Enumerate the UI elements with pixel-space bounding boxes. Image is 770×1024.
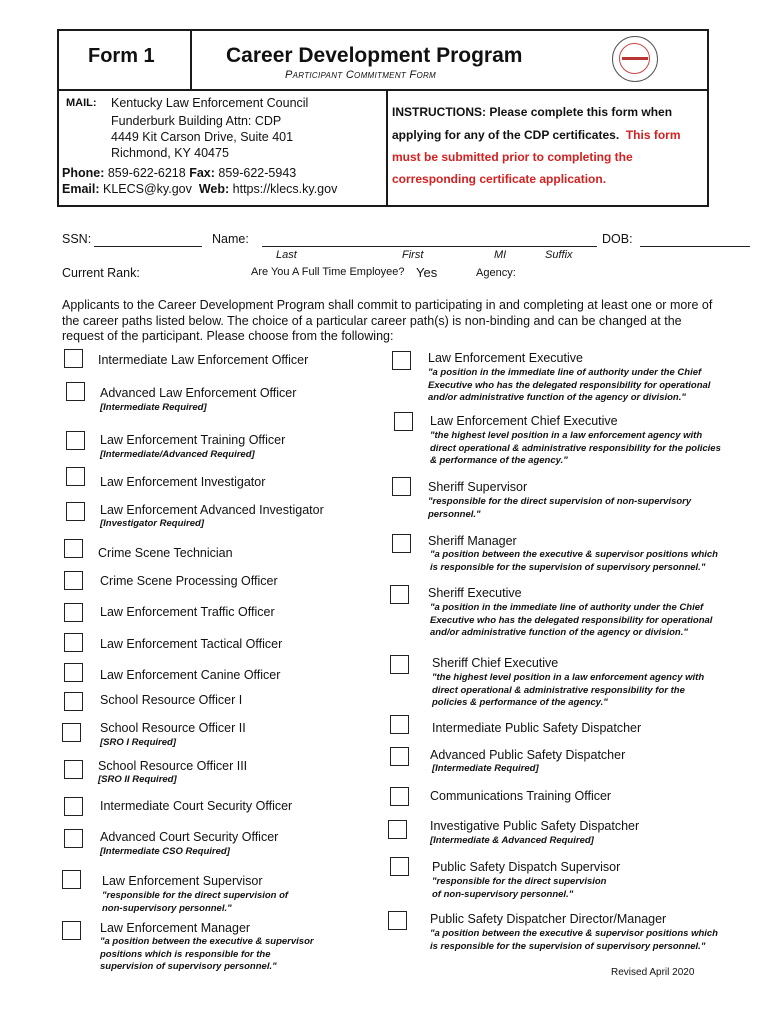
fulltime-label: Are You A Full Time Employee? [251, 266, 405, 278]
address-line: Kentucky Law Enforcement Council [111, 96, 309, 110]
career-path-checkbox[interactable] [64, 663, 83, 682]
career-path-checkbox[interactable] [64, 603, 83, 622]
career-path-label: Investigative Public Safety Dispatcher [430, 819, 640, 833]
career-path-label: Advanced Law Enforcement Officer [100, 386, 297, 400]
intro-paragraph: Applicants to the Career Development Program shall commit to participating in and completing at least one or more of the career paths listed below. The choice of a particular career path(s) is non-binding and can be changed at the request of the participant. Please choose from the following: [62, 298, 713, 343]
career-path-note: [Intermediate CSO Required] [100, 846, 230, 857]
address-line: Richmond, KY 40475 [111, 146, 229, 160]
career-path-checkbox[interactable] [66, 382, 85, 401]
career-path-label: Law Enforcement Manager [100, 921, 251, 935]
name-part-label: First [402, 249, 424, 261]
career-path-label: Law Enforcement Advanced Investigator [100, 503, 324, 517]
fulltime-value[interactable]: Yes [416, 265, 438, 280]
career-path-label: Intermediate Law Enforcement Officer [98, 353, 309, 367]
career-path-checkbox[interactable] [66, 467, 85, 486]
name-part-label: MI [494, 249, 507, 261]
cdp-seal-logo [612, 36, 658, 82]
career-path-note: "responsible for the direct supervision of non-supervisory personnel." [102, 890, 289, 914]
career-path-note: "a position between the executive & supervisor positions which is responsible for the supervision of supervisory personnel." [100, 936, 314, 972]
email-web-line: Email: KLECS@ky.gov Web: https://klecs.ky.gov [62, 182, 338, 196]
address-line: 4449 Kit Carson Drive, Suite 401 [111, 130, 294, 144]
career-path-checkbox[interactable] [390, 585, 409, 604]
career-path-label: School Resource Officer II [100, 721, 246, 735]
career-path-note: [Intermediate Required] [100, 402, 207, 413]
career-path-label: Law Enforcement Chief Executive [430, 414, 618, 428]
agency-label: Agency: [476, 267, 516, 279]
career-path-checkbox[interactable] [66, 431, 85, 450]
career-path-note: [SRO II Required] [98, 774, 177, 785]
instructions-line: corresponding certificate application. [392, 172, 607, 186]
career-path-label: Advanced Court Security Officer [100, 830, 279, 844]
career-path-note: "a position between the executive & supervisor positions which is responsible for the supervision of supervisory personnel." [430, 549, 718, 573]
career-path-note: "a position between the executive & supervisor positions which is responsible for the supervision of supervisory personnel." [430, 928, 718, 952]
career-path-label: Law Enforcement Traffic Officer [100, 605, 275, 619]
career-path-label: Public Safety Dispatch Supervisor [432, 860, 621, 874]
career-path-checkbox[interactable] [64, 539, 83, 558]
dob-label: DOB: [602, 232, 633, 246]
career-path-note: "the highest level position in a law enforcement agency with direct operational & administrative responsibility for the policies & performance of the agency." [432, 672, 705, 708]
career-path-checkbox[interactable] [64, 633, 83, 652]
career-path-checkbox[interactable] [62, 921, 81, 940]
instructions-line: applying for any of the CDP certificates. This form [392, 128, 681, 142]
career-path-label: Law Enforcement Investigator [100, 475, 266, 489]
address-line: Funderburk Building Attn: CDP [111, 114, 282, 128]
career-path-label: Sheriff Executive [428, 586, 522, 600]
career-path-checkbox[interactable] [394, 412, 413, 431]
ssn-field[interactable] [94, 246, 202, 247]
name-label: Name: [212, 232, 249, 246]
name-part-label: Suffix [545, 249, 573, 261]
career-path-note: [SRO I Required] [100, 737, 177, 748]
career-path-note: "responsible for the direct supervision of non-supervisory personnel." [428, 496, 692, 520]
phone-fax-line: Phone: 859-622-6218 Fax: 859-622-5943 [62, 166, 297, 180]
career-path-checkbox[interactable] [64, 829, 83, 848]
career-path-label: Public Safety Dispatcher Director/Manager [430, 912, 667, 926]
career-path-label: Intermediate Public Safety Dispatcher [432, 721, 642, 735]
career-path-label: Law Enforcement Executive [428, 351, 583, 365]
career-path-label: School Resource Officer III [98, 759, 248, 773]
career-path-label: Intermediate Court Security Officer [100, 799, 293, 813]
career-path-checkbox[interactable] [390, 655, 409, 674]
rank-label: Current Rank: [62, 266, 140, 280]
career-path-checkbox[interactable] [64, 692, 83, 711]
name-field[interactable] [262, 246, 597, 247]
career-path-label: Advanced Public Safety Dispatcher [430, 748, 626, 762]
career-path-label: School Resource Officer I [100, 693, 243, 707]
career-path-checkbox[interactable] [64, 797, 83, 816]
career-path-label: Law Enforcement Supervisor [102, 874, 263, 888]
career-path-checkbox[interactable] [64, 571, 83, 590]
career-path-checkbox[interactable] [390, 787, 409, 806]
mail-label: MAIL: [66, 97, 97, 109]
career-path-checkbox[interactable] [392, 351, 411, 370]
instructions-line: must be submitted prior to completing the [392, 150, 633, 164]
dob-field[interactable] [640, 246, 750, 247]
career-path-label: Law Enforcement Canine Officer [100, 668, 281, 682]
career-path-checkbox[interactable] [388, 820, 407, 839]
career-path-checkbox[interactable] [390, 857, 409, 876]
ssn-label: SSN: [62, 232, 92, 246]
career-path-note: "a position in the immediate line of authority under the Chief Executive who has the delegated responsibility for operational and/or administrative function of the agency or division." [430, 602, 713, 638]
career-path-label: Sheriff Manager [428, 534, 517, 548]
web-link[interactable]: https://klecs.ky.gov [232, 182, 338, 196]
form-number: Form 1 [88, 45, 155, 67]
career-path-checkbox[interactable] [62, 723, 81, 742]
career-path-label: Communications Training Officer [430, 789, 612, 803]
career-path-checkbox[interactable] [390, 747, 409, 766]
career-path-checkbox[interactable] [388, 911, 407, 930]
career-path-note: [Intermediate & Advanced Required] [430, 835, 594, 846]
career-path-checkbox[interactable] [392, 477, 411, 496]
header-divider-horizontal [57, 89, 709, 91]
career-path-checkbox[interactable] [64, 760, 83, 779]
header-divider-vertical [190, 29, 192, 91]
career-path-note: "a position in the immediate line of authority under the Chief Executive who has the delegated responsibility for operational and/or administrative function of the agency or division." [428, 367, 711, 403]
career-path-note: [Investigator Required] [100, 518, 204, 529]
career-path-label: Crime Scene Technician [98, 546, 233, 560]
instructions-divider [386, 89, 388, 207]
instructions-line: INSTRUCTIONS: Please complete this form when [392, 105, 673, 119]
email-link[interactable]: KLECS@ky.gov [103, 182, 192, 196]
revised-date: Revised April 2020 [611, 967, 695, 978]
career-path-checkbox[interactable] [66, 502, 85, 521]
career-path-checkbox[interactable] [390, 715, 409, 734]
career-path-label: Sheriff Supervisor [428, 480, 528, 494]
name-part-label: Last [276, 249, 297, 261]
career-path-checkbox[interactable] [392, 534, 411, 553]
program-subtitle: Participant Commitment Form [285, 69, 437, 81]
career-path-checkbox[interactable] [62, 870, 81, 889]
career-path-label: Crime Scene Processing Officer [100, 574, 278, 588]
career-path-checkbox[interactable] [64, 349, 83, 368]
career-path-note: "the highest level position in a law enforcement agency with direct operational & administrative responsibility for the policies & performance of the agency." [430, 430, 721, 466]
career-path-note: "responsible for the direct supervision of non-supervisory personnel." [432, 876, 607, 900]
career-path-note: [Intermediate Required] [432, 763, 539, 774]
program-title: Career Development Program [226, 44, 523, 67]
career-path-label: Law Enforcement Tactical Officer [100, 637, 283, 651]
career-path-note: [Intermediate/Advanced Required] [100, 449, 255, 460]
career-path-label: Law Enforcement Training Officer [100, 433, 286, 447]
career-path-label: Sheriff Chief Executive [432, 656, 559, 670]
